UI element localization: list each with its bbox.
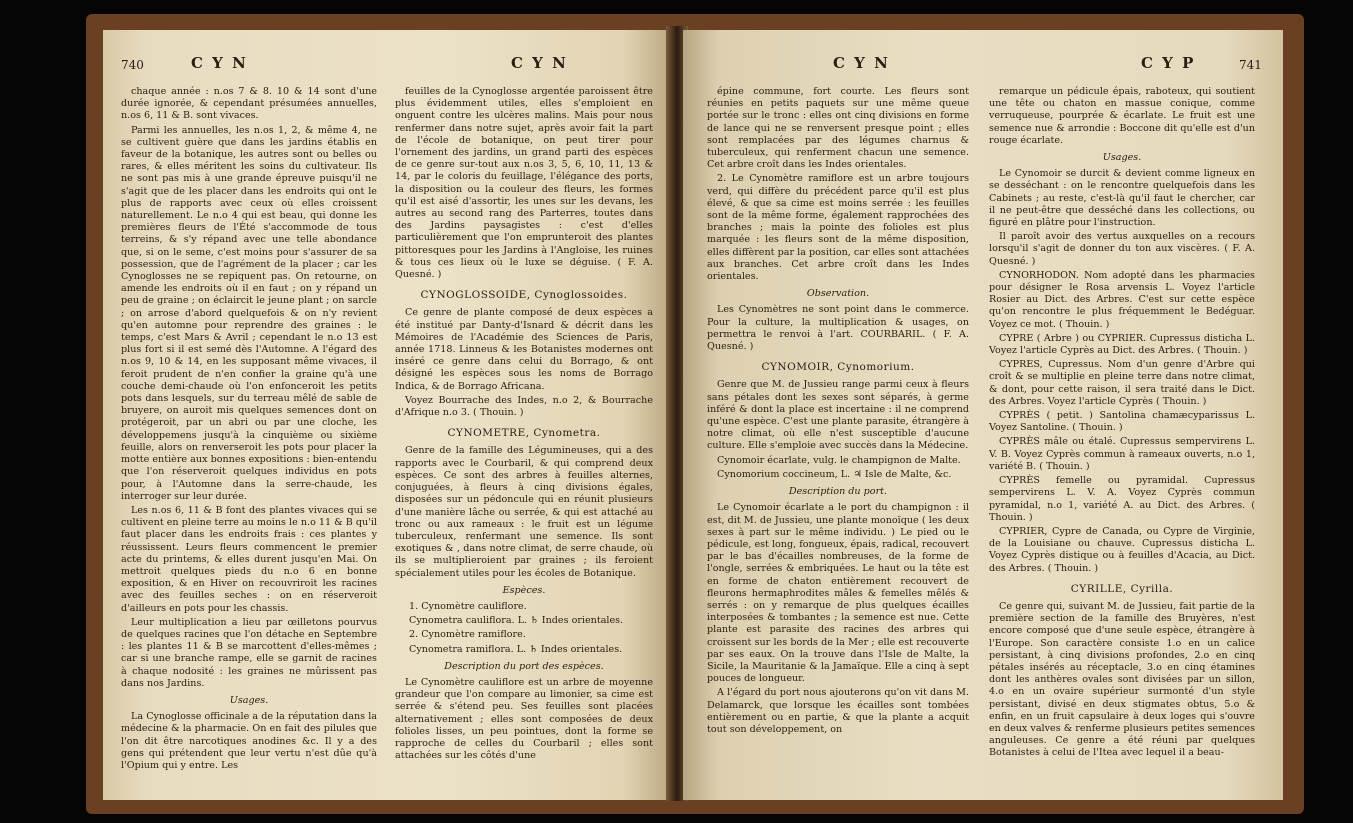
text-column xyxy=(707,86,969,764)
left-page-header xyxy=(103,54,669,84)
paragraph: épine commune, fort courte. Les fleurs sont réunies en petits paquets sur une même queue portée sur le tronc : elles ont cinq divisions en forme de lance qui ne se renversent presque point ; elles sont remplacées par des légumes charnus & tuberculeux, qui renferment chacun une semence. Cet arbre croît dans les Indes orientales. xyxy=(707,86,969,171)
paragraph: Ce genre de plante composé de deux espèces a été institué par Danty-d'Isnard & décrit dans les Mémoires de l'Académie des Sciences de Paris, année 1718. Linneus & les Botanistes modernes ont inséré ce genre dans celui du Borrago, & ont désigné les espèces sous les noms de Borrago Indica, & de Borrago Africana. xyxy=(395,307,653,392)
running-head: C Y N xyxy=(833,54,890,72)
paragraph: Le Cynomoir écarlate a le port du champignon : il est, dit M. de Jussieu, une plante monoïque ( les deux sexes à part sur le même individu. ) Le pied ou le pédicule, est long, fongueux, épais, radical, recouvert par le bas d'écailles nombreuses, de la forme de l'ongle, serrées & embriquées. Le haut ou la tête est en forme de chaton entièrement recouvert de fleurons hermaphrodites mâles & femelles mêlés & serrés : on y remarque de plus quelques écailles interposées & tombantes ; la semence est nue. Cette plante est parasite des racines des arbres qui croissent sur les bords de la Mer ; elle est recouverte par ses eaux. On la trouve dans l'Isle de Malte, la Sicile, la Mauritanie & la Jamaïque. Elle a cinq à sept pouces de longueur. xyxy=(707,502,969,685)
paragraph: Ce genre qui, suivant M. de Jussieu, fait partie de la première section de la famille des Bruyères, n'est encore composé que d'une seule espèce, étrangère à l'Europe. Son caractère consiste 1.o en un calice persistant, à cinq divisions profondes, 2.o en cinq pétales insérés au réceptacle, 3.o en cinq étamines dont les anthères ovales sont divisées par un sillon, 4.o en un ovaire supérieur surmonté d'un style persistant, divisé en deux stigmates obtus, 5.o & enfin, en un fruit capsulaire à deux loges qui s'ouvre en deux valves & renferme plusieurs petites semences anguleuses. Ce genre a été réuni par quelques Botanistes à celui de l'Itea avec lequel il a beau- xyxy=(989,600,1255,759)
paragraph: CYNORHODON. Nom adopté dans les pharmacies pour désigner le Rosa arvensis L. Voyez l'article Rosier au Dict. des Arbres. C'est sur cette espèce qu'on rencontre le plus fréquemment le Bedéguar. Voyez ce mot. ( Thouin. ) xyxy=(989,269,1255,330)
species-line: 1. Cynomètre cauliflore. xyxy=(409,600,527,612)
paragraph: CYPRÈS mâle ou étalé. Cupressus sempervirens L. V. B. Voyez Cyprès commun à rameaux ouverts, n.o 1, variété B. ( Thouin. ) xyxy=(989,436,1255,472)
species-line: Cynometra ramiflora. L. ♄ Indes orientales. xyxy=(409,643,623,655)
entry-heading: CYNOMOIR, Cynomorium. xyxy=(761,361,915,374)
paragraph: Les n.os 6, 11 & B font des plantes vivaces qui se cultivent en pleine terre au moins le n.o 11 & B qu'il faut placer dans les endroits frais : ces plantes y réussissent. Leurs fleurs commencent le premier acte du printems, & elles durent jusqu'en Mai. On mettroit quelques pieds du n.o 6 en bonne exposition, & en Hiver on recouvriroit les racines avec des feuilles seches : on en réserveroit d'ailleurs en pots pour les chassis. xyxy=(121,504,377,614)
text-column xyxy=(121,86,377,771)
paragraph: Cynomorium coccineum, L. ♃ Isle de Malte, &c. xyxy=(717,468,952,480)
subsection-heading: Usages. xyxy=(1102,152,1142,164)
paragraph: Cynomoir écarlate, vulg. le champignon de Malte. xyxy=(717,454,961,466)
paragraph: CYPRIER, Cypre de Canada, ou Cypre de Virginie, de la Louisiane ou chauve. Cupressus disticha L. Voyez Cyprès distique ou à feuilles d'Acacia, au Dict. des Arbres. ( Thouin. ) xyxy=(989,525,1255,574)
paragraph: CYPRÈS ( petit. ) Santolina chamæcyparissus L. Voyez Santoline. ( Thouin. ) xyxy=(989,410,1255,434)
paragraph: Genre que M. de Jussieu range parmi ceux à fleurs sans pétales dont les sexes sont séparés, à germe inféré & dont la place est incertaine : il ne comprend qu'une espèce. C'est une plante parasite, étrangère à notre climat, où elle n'est susceptible d'aucune culture. Elle s'emploie avec succès dans la Médecine. xyxy=(707,379,969,452)
subsection-heading: Description du port. xyxy=(788,486,888,498)
paragraph: Le Cynomoir se durcit & devient comme ligneux en se desséchant : on le rencontre quelquefois dans les Cabinets ; au reste, c'est-là qu'il faut le chercher, car il ne peut-être que desséché dans les collections, ou figuré en plâtre pour l'instruction. xyxy=(989,168,1255,229)
paragraph: Il paroît avoir des vertus auxquelles on a recours lorsqu'il s'agit de donner du ton aux viscères. ( F. A. Quesné. ) xyxy=(989,231,1255,267)
entry-heading: CYNOGLOSSOIDE, Cynoglossoides. xyxy=(420,289,628,302)
subsection-heading: Espèces. xyxy=(502,584,546,596)
paragraph: La Cynoglosse officinale a de la réputation dans la médecine & la pharmacie. On en fait des pilules que l'on dit être narcotiques anodines &c. Il y a des gens qui prétendent que leur vertu n'est dûe qu'à l'Opium qui y entre. Les xyxy=(121,711,377,771)
paragraph: chaque année : n.os 7 & 8. 10 & 14 sont d'une durée ignorée, & cependant présumées annuelles, n.os 6, 11 & B. sont vivaces. xyxy=(121,86,377,122)
subsection-heading: Observation. xyxy=(806,288,870,300)
paragraph: feuilles de la Cynoglosse argentée paroissent être plus évidemment utiles, elles s'emploient en onguent contre les ulcères malins. Mais pour nous renfermer dans notre sujet, après avoir fait la part de l'école de botanique, on peut tirer pour l'ornement des jardins, un grand parti des espèces de ce genre sur-tout aux n.os 3, 5, 6, 10, 11, 13 & 14, par le coloris du feuillage, l'élégance des ports, la disposition ou la couleur des fleurs, les formes qu'il est aisé d'assortir, les unes sur les devans, les autres au second rang des Parterres, toutes dans des Jardins paysagistes : c'est d'elles particulièrement que l'on emprunteroit des plantes pittoresques pour les Jardins à l'Angloise, les ruines & tous ces lieux où le luxe se déguise. ( F. A. Quesné. ) xyxy=(395,86,653,281)
entry-heading: CYNOMETRE, Cynometra. xyxy=(447,427,601,440)
running-head: C Y P xyxy=(1141,54,1196,72)
entry-heading: CYRILLE, Cyrilla. xyxy=(1070,582,1174,595)
page-number: 741 xyxy=(1239,58,1262,72)
right-page xyxy=(683,30,1283,800)
text-column xyxy=(395,86,653,764)
right-page-header xyxy=(683,54,1283,84)
paragraph: CYPRES, Cupressus. Nom d'un genre d'Arbre qui croît & se multiplie en pleine terre dans notre climat, & dont, pour cette raison, il sera traité dans le Dict. des Arbres. Voyez l'article Cyprès ( Thouin. ) xyxy=(989,359,1255,407)
paragraph: Leur multiplication a lieu par œilletons pourvus de quelques racines que l'on détache en Septembre : les plantes 11 & B se marcottent d'elles-mêmes ; car si une branche rampe, elle se garnit de racines à chaque nodosité : les graines ne mûrissent pas dans nos Jardins. xyxy=(121,616,377,689)
paragraph: Voyez Bourrache des Indes, n.o 2, & Bourrache d'Afrique n.o 3. ( Thouin. ) xyxy=(395,394,653,419)
paragraph: remarque un pédicule épais, raboteux, qui soutient une tête ou chaton en massue conique, comme verruqueuse, pourprée & écarlate. Le fruit est une semence nue & arrondie : Boccone dit qu'elle est d'un rouge écarlate. xyxy=(989,86,1255,146)
paragraph: Parmi les annuelles, les n.os 1, 2, & même 4, ne se cultivent guère que dans les jardins établis en faveur de la botanique, les autres sont ou belles ou rares, & elles méritent les soins du cultivateur. Ils ne sont pas mis à une grande épreuve puisqu'il ne s'agit que de les placer dans les endroits qui ont le plus de rapports avec ceux où elles croissent naturellement. Le n.o 4 qui est beau, qui donne les premières fleurs de l'Été s'accommode de tous terreins, & s'y répand avec une telle abondance que, si on le seme, c'est moins pour s'assurer de sa possession, que de l'agrément de la placer ; car les Cynoglosses ne se repiquent pas. On retourne, on amende les endroits où il en faut ; on y répand un peu de graine ; on éclaircit le jeune plant ; on sarcle ; on arrose d'abord quelquefois & on n'y revient qu'en automne pour reprendre des graines : le temps, c'est Mars & Avril ; cependant le n.o 13 est plus fort si il est semé dès l'Automne. A l'égard des n.os 9, 10 & 14, en les supposant même vivaces, il feroit prudent de n'en confier la graine qu'à une couche demi-chaude où l'on enfonceroit les petits pots dans lesquels, sur du terreau mêlé de sable de bruyere, on auroit mis quelques semences dont on protégeroit, par un abri ou par une cloche, les développemens jusqu'à la cinquième ou sixième feuille, alors on renverseroit les pots pour placer la motte entière aux bonnes expositions : bien-entendu que l'on réserveroit quelques individus en pots pour, à l'Automne dans la serre-chaude, les interroger sur leur durée. xyxy=(121,124,377,502)
paragraph: Le Cynomètre cauliflore est un arbre de moyenne grandeur que l'on compare au limonier, sa cime est serrée & s'étend peu. Ses feuilles sont placées alternativement ; elles sont composées de deux folioles lisses, un peu pointues, dont la forme se rapproche de celles du Courbaril ; elles sont attachées sur les côtés d'une xyxy=(395,676,653,762)
subsection-heading: Description du port des espèces. xyxy=(444,660,604,672)
paragraph: CYPRÈS femelle ou pyramidal. Cupressus sempervirens L. V. A. Voyez Cyprès commun pyramidal, n.o 1, variété A. au Dict. des Arbres. ( Thouin. ) xyxy=(989,475,1255,523)
paragraph: Genre de la famille des Légumineuses, qui a des rapports avec le Courbaril, & qui comprend deux espèces. Ce sont des arbres à feuilles alternes, conjuguées, à fleurs à cinq divisions égales, disposées sur un pédoncule qui en réunit plusieurs d'une manière lâche ou serrée, & qui est attaché au tronc ou aux rameaux : le fruit est un légume tuberculeux, renfermant une semence. Ils sont exotiques & , dans notre climat, de serre chaude, où ils se multiplieroient par graines ; ils feroient spécialement utiles pour les écoles de Botanique. xyxy=(395,445,653,579)
paragraph: CYPRE ( Arbre ) ou CYPRIER. Cupressus disticha L. Voyez l'article Cyprès au Dict. des Arbres. ( Thouin. ) xyxy=(989,332,1255,357)
left-page xyxy=(103,30,669,800)
page-number: 740 xyxy=(121,58,144,72)
running-head: C Y N xyxy=(511,54,568,72)
running-head: C Y N xyxy=(191,54,248,72)
text-column xyxy=(989,86,1255,764)
species-line: 2. Cynomètre ramiflore. xyxy=(409,629,526,641)
paragraph: 2. Le Cynomètre ramiflore est un arbre toujours verd, qui diffère du précédent parce qu'il est plus élevé, & que sa cime est moins serrée : les feuilles sont de la même forme, également rapprochées des branches ; mais la pointe des folioles est plus marquée : les fleurs sont de la même disposition, elles diffèrent par la position, car elles sont attachées aux branches. Cet arbre croît dans les Indes orientales. xyxy=(707,173,969,283)
paragraph: Les Cynomètres ne sont point dans le commerce. Pour la culture, la multiplication & usages, on permettra le renvoi à l'art. COURBARIL. ( F. A. Quesné. ) xyxy=(707,304,969,353)
paragraph: A l'égard du port nous ajouterons qu'on vit dans M. Delamarck, que lorsque les écailles sont tombées entièrement ou en partie, & que la plante a acquit tout son développement, on xyxy=(707,687,969,735)
subsection-heading: Usages. xyxy=(229,694,269,706)
species-line: Cynometra cauliflora. L. ♄ Indes orientales. xyxy=(409,615,624,627)
